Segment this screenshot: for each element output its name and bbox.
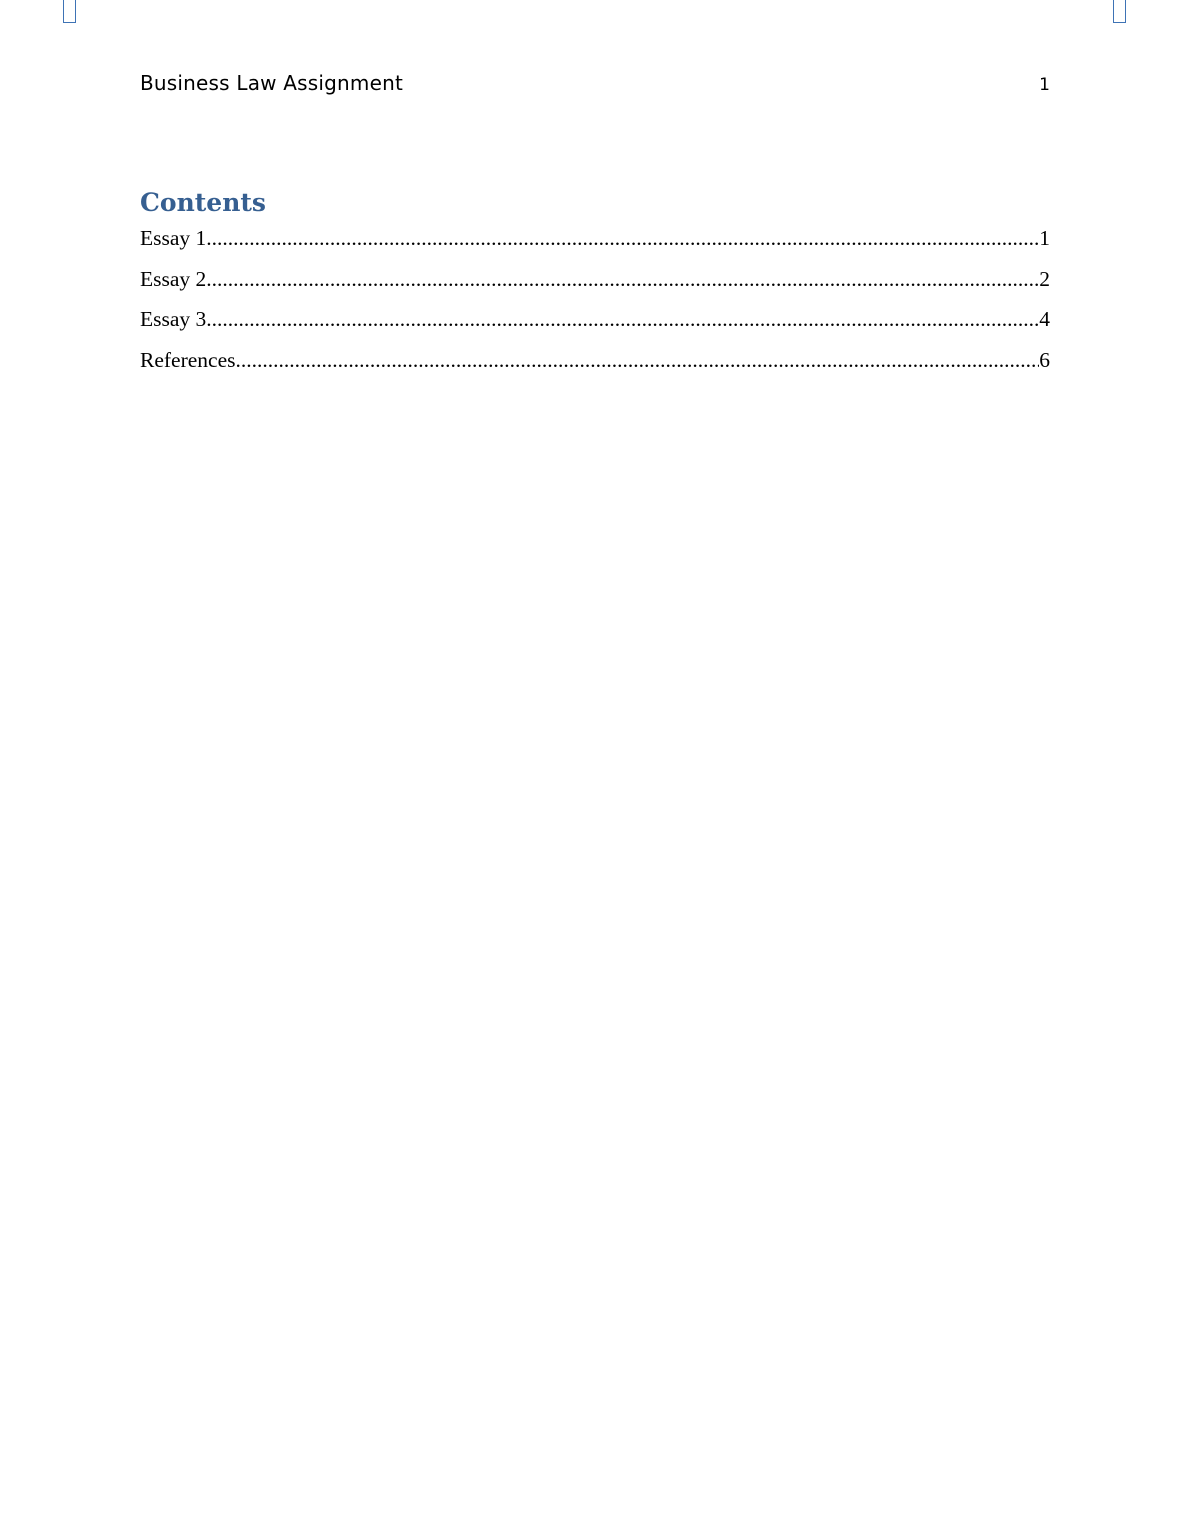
toc-dot-leader — [206, 224, 1039, 252]
toc-entry-essay-2[interactable] — [140, 265, 1050, 306]
table-of-contents-heading: Contents — [140, 188, 267, 217]
toc-entry-essay-1[interactable] — [140, 224, 1050, 265]
toc-entry-label: Essay 3 — [140, 307, 207, 331]
header-page-number: 1 — [1039, 75, 1050, 95]
page-header — [140, 70, 1050, 96]
toc-entry-references[interactable] — [140, 346, 1050, 387]
right-margin-crop-mark — [1113, 0, 1126, 23]
table-of-contents — [140, 224, 1050, 386]
toc-dot-leader — [206, 265, 1039, 293]
toc-dot-leader — [206, 305, 1039, 333]
toc-entry-page-number: 4 — [1039, 307, 1050, 331]
toc-entry-page-number: 1 — [1039, 226, 1050, 250]
left-margin-crop-mark — [63, 0, 76, 23]
toc-entry-label: Essay 1 — [140, 226, 207, 250]
toc-dot-leader — [236, 346, 1040, 374]
toc-entry-label: Essay 2 — [140, 266, 207, 291]
toc-entry-page-number: 6 — [1039, 347, 1050, 372]
toc-entry-essay-3[interactable] — [140, 305, 1050, 346]
toc-entry-label: References — [140, 347, 236, 372]
toc-entry-page-number: 2 — [1039, 266, 1050, 291]
header-title: Business Law Assignment — [140, 71, 404, 95]
